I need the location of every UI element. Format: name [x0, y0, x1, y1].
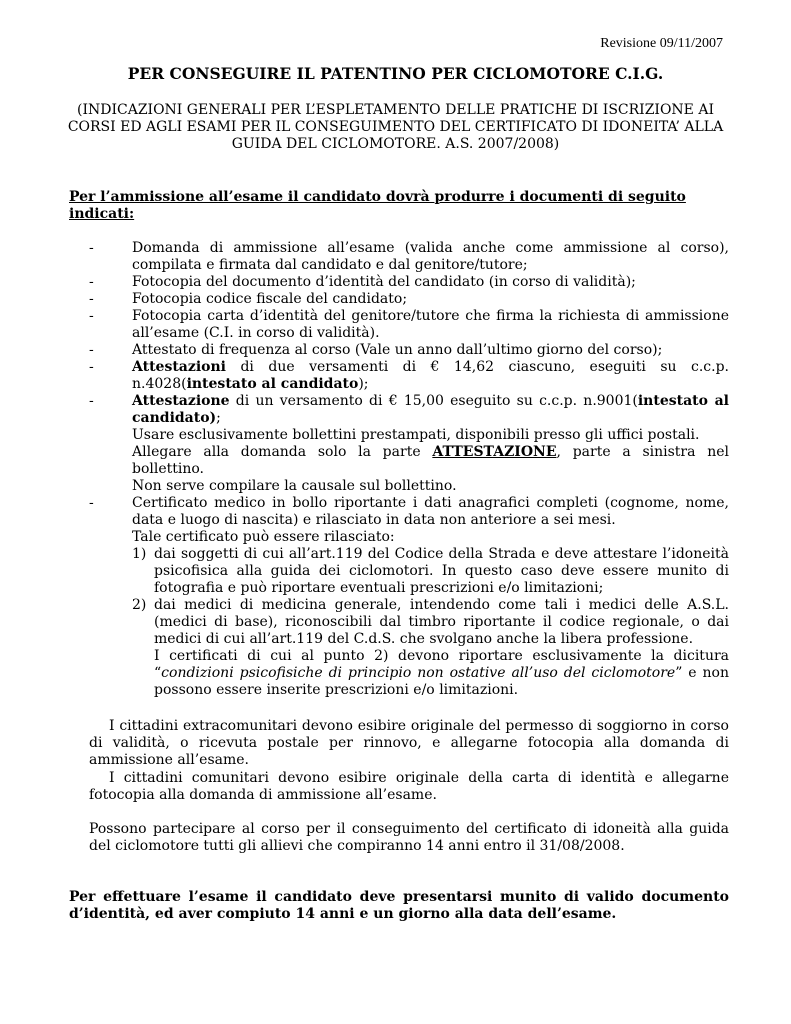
sub-item-cds-subjects: [132, 546, 729, 597]
sub-item-number: 2): [132, 597, 147, 613]
list-dash: -: [89, 359, 94, 375]
requirements-list: [89, 240, 729, 699]
item-text: );: [358, 376, 369, 392]
item-text: Attestato di frequenza al corso (Vale un anno dall’ultimo giorno del corso);: [132, 342, 663, 358]
list-dash: -: [89, 308, 94, 324]
list-item-attendance-certificate: [89, 342, 729, 359]
item-text: di due versamenti di € 14,62 ciascuno, eseguiti su c.c.p. n.4028(: [132, 359, 729, 392]
item-bold-text: Attestazione: [132, 393, 230, 409]
list-item-medical-certificate: [89, 495, 729, 699]
list-item-two-payments: [89, 359, 729, 393]
required-wording: condizioni psicofisiche di principio non ostative all’uso del ciclomotore: [161, 665, 676, 681]
item-text: Certificato medico in bollo riportante i dati anagrafici completi (cognome, nome, data e luogo di nascita) e rilasciato in data non anteriore a sei mesi.: [132, 495, 729, 528]
item-text: Fotocopia del documento d’identità del candidato (in corso di validità);: [132, 274, 636, 290]
payment-note: Non serve compilare la causale sul bollettino.: [132, 478, 457, 494]
revision-date: Revisione 09/11/2007: [600, 36, 723, 51]
sub-item-number: 1): [132, 546, 147, 562]
list-item-application-form: [89, 240, 729, 274]
item-text: Fotocopia codice fiscale del candidato;: [132, 291, 408, 307]
sub-item-general-doctors: [132, 597, 729, 699]
document-title: PER CONSEGUIRE IL PATENTINO PER CICLOMOTORE C.I.G.: [127, 64, 664, 83]
list-item-tax-code-copy: [89, 291, 729, 308]
paragraph-course-eligibility: Possono partecipare al corso per il conseguimento del certificato di idoneità alla guida del ciclomotore tutti gli allievi che compiranno 14 anni entro il 31/08/2008.: [89, 821, 729, 854]
item-note: Tale certificato può essere rilasciato:: [132, 529, 395, 545]
list-item-one-payment: [89, 393, 729, 495]
payment-note: Allegare alla domanda solo la parte: [132, 444, 433, 460]
item-bold-text: intestato al candidato: [186, 376, 359, 392]
list-dash: -: [89, 393, 94, 409]
sub-item-note: I certificati di cui al punto 2) devono riportare esclusivamente la dicitura “: [154, 648, 729, 681]
list-item-guardian-id-copy: [89, 308, 729, 342]
requirements-heading: Per l’ammissione all’esame il candidato dovrà produrre i documenti di seguito indicati:: [69, 189, 686, 222]
payment-note: , parte a sinistra nel bollettino.: [132, 444, 729, 477]
paragraph-eu-citizens: I cittadini comunitari devono esibire originale della carta di identità e allegarne fotocopia alla domanda di ammissione all’esame.: [89, 770, 729, 803]
item-bold-text: intestato al candidato): [132, 393, 729, 426]
sub-item-text: dai soggetti di cui all’art.119 del Codice della Strada e deve attestare l’idoneità psicofisica alla guida dei ciclomotori. In questo caso deve essere munito di fotografia e può riportare eventuali prescrizioni e/o limitazioni;: [154, 546, 729, 596]
item-text: Domanda di ammissione all’esame (valida anche come ammissione al corso), compilata e firmata dal candidato e dal genitore/tutore;: [132, 240, 729, 273]
paragraph-non-eu-citizens: I cittadini extracomunitari devono esibire originale del permesso di soggiorno in corso di validità, o ricevuta postale per rinnovo, e allegarne fotocopia alla domanda di ammissione all’esame.: [89, 718, 729, 768]
payment-note: Usare esclusivamente bollettini prestampati, disponibili presso gli uffici postali.: [132, 427, 700, 443]
list-dash: -: [89, 240, 94, 256]
list-dash: -: [89, 495, 94, 511]
sub-item-text: dai medici di medicina generale, intendendo come tali i medici delle A.S.L. (medici di base), riconoscibili dal timbro riportante il codice regionale, o dai medici di cui all’art.119 del C.d.S. che svolgano anche la libera professione.: [154, 597, 729, 647]
list-dash: -: [89, 342, 94, 358]
item-text: Fotocopia carta d’identità del genitore/tutore che firma la richiesta di ammissione all’esame (C.I. in corso di validità).: [132, 308, 729, 341]
item-text: di un versamento di € 15,00 eseguito su c.c.p. n.9001(: [229, 393, 638, 409]
attestazione-emphasis: ATTESTAZIONE: [432, 444, 557, 460]
list-item-id-copy: [89, 274, 729, 291]
item-bold-text: Attestazioni: [132, 359, 226, 375]
list-dash: -: [89, 291, 94, 307]
sub-item-note: ” e non possono essere inserite prescrizioni e/o limitazioni.: [154, 665, 729, 698]
final-exam-note: Per effettuare l’esame il candidato deve presentarsi munito di valido documento d’identità, ed aver compiuto 14 anni e un giorno alla data dell’esame.: [69, 889, 729, 922]
item-text: ;: [216, 410, 221, 426]
document-subtitle: (INDICAZIONI GENERALI PER L’ESPLETAMENTO DELLE PRATICHE DI ISCRIZIONE AI CORSI ED AGLI ESAMI PER IL CONSEGUIMENTO DEL CERTIFICATO DI IDONEITA’ ALLA GUIDA DEL CICLOMOTORE. A.S. 2007/2008): [67, 102, 724, 152]
list-dash: -: [89, 274, 94, 290]
